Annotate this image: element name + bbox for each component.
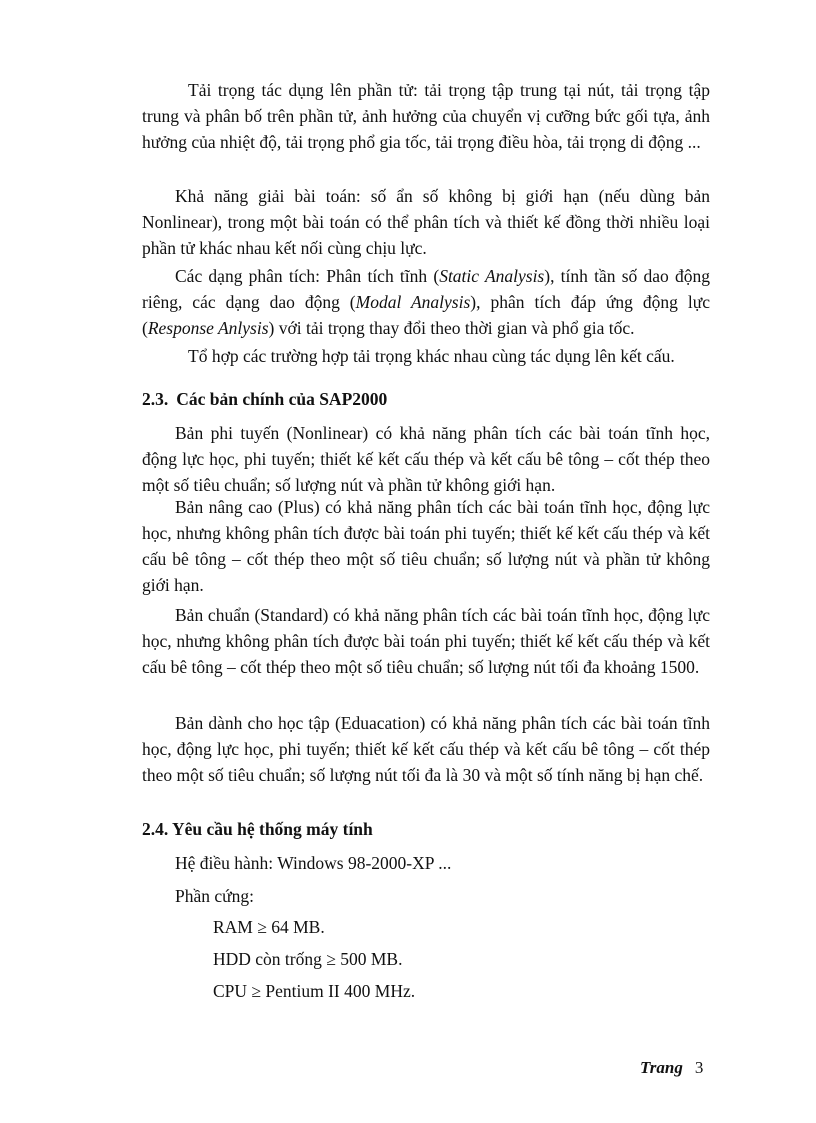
analysis-text-1: Các dạng phân tích: Phân tích tĩnh ( bbox=[175, 266, 440, 286]
section-number: 2.3. bbox=[142, 389, 169, 409]
section-heading-versions bbox=[142, 386, 387, 412]
os-requirement: Hệ điều hành: Windows 98-2000-XP ... bbox=[175, 853, 452, 873]
analysis-text-4: ) với tải trọng thay đổi theo thời gian và phổ gia tốc. bbox=[268, 318, 635, 338]
page-number: 3 bbox=[694, 1058, 704, 1077]
static-analysis-term: Static Analysis bbox=[439, 266, 545, 286]
paragraph-education: Bản dành cho học tập (Eduacation) có khả năng phân tích các bài toán tĩnh học, động lực học, phi tuyến; thiết kế kết cấu thép và kết cấu bê tông – cốt thép theo một số tiêu chuẩn; số lượng nút tối đa là 30 và một số tính năng bị hạn chế. bbox=[142, 713, 710, 785]
page-footer bbox=[640, 1058, 703, 1078]
modal-analysis-term: Modal Analysis bbox=[355, 292, 471, 312]
paragraph-analysis-types bbox=[142, 263, 710, 341]
section-number: 2.4. bbox=[142, 819, 169, 839]
paragraph-loads: Tải trọng tác dụng lên phần tử: tải trọng tập trung tại nút, tải trọng tập trung và phân bố trên phần tử, ảnh hưởng của chuyển vị cưỡng bức gối tựa, ảnh hưởng của nhiệt độ, tải trọng phổ gia tốc, tải trọng điều hòa, tải trọng di động ... bbox=[142, 80, 710, 152]
section-heading-requirements bbox=[142, 816, 373, 842]
section-title: Các bản chính của SAP2000 bbox=[176, 389, 388, 409]
section-title: Yêu cầu hệ thống máy tính bbox=[171, 819, 373, 839]
page-label: Trang bbox=[640, 1058, 683, 1077]
paragraph-load-combos: Tổ hợp các trường hợp tải trọng khác nhau cùng tác dụng lên kết cấu. bbox=[188, 346, 675, 366]
paragraph-plus: Bản nâng cao (Plus) có khả năng phân tích các bài toán tĩnh học, động lực học, nhưng không phân tích được bài toán phi tuyến; thiết kế kết cấu thép và kết cấu bê tông – cốt thép theo một số tiêu chuẩn; số lượng nút và phần tử không giới hạn. bbox=[142, 497, 710, 595]
analysis-text-2: ), tính tần số dao động riêng, các dạng dao động ( bbox=[142, 266, 710, 312]
paragraph-nonlinear: Bản phi tuyến (Nonlinear) có khả năng phân tích các bài toán tĩnh học, động lực học, phi tuyến; thiết kế kết cấu thép và kết cấu bê tông – cốt thép theo một số tiêu chuẩn; số lượng nút và phần tử không giới hạn. bbox=[142, 423, 710, 495]
analysis-text-3: ), phân tích đáp ứng động lực ( bbox=[142, 292, 710, 338]
hardware-label: Phần cứng: bbox=[175, 886, 254, 906]
paragraph-standard: Bản chuẩn (Standard) có khả năng phân tích các bài toán tĩnh học, động lực học, nhưng không phân tích được bài toán phi tuyến; thiết kế kết cấu thép và kết cấu bê tông – cốt thép theo một số tiêu chuẩn; số lượng nút tối đa khoảng 1500. bbox=[142, 605, 710, 677]
cpu-requirement: CPU ≥ Pentium II 400 MHz. bbox=[213, 981, 416, 1001]
paragraph-capacity: Khả năng giải bài toán: số ẩn số không bị giới hạn (nếu dùng bản Nonlinear), trong một bài toán có thể phân tích và thiết kế đồng thời nhiều loại phần tử khác nhau kết nối cùng chịu lực. bbox=[142, 186, 710, 258]
hdd-requirement: HDD còn trống ≥ 500 MB. bbox=[213, 949, 403, 969]
response-analysis-term: Response Anlysis bbox=[147, 318, 269, 338]
ram-requirement: RAM ≥ 64 MB. bbox=[213, 917, 325, 937]
